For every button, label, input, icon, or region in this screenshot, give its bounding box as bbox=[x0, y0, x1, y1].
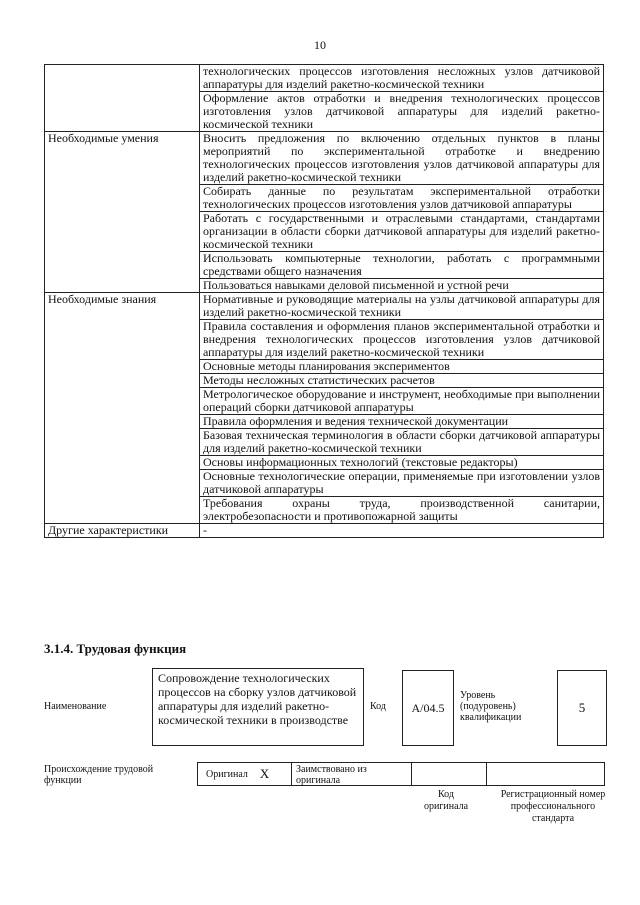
item-cell: Методы несложных статистических расчетов bbox=[200, 374, 604, 388]
item-cell: Метрологическое оборудование и инструмент, необходимые при выполнении операций сборки датчиковой аппаратуры bbox=[200, 388, 604, 415]
item-cell: Нормативные и руководящие материалы на узлы датчиковой аппаратуры для изделий ракетно-космической техники bbox=[200, 293, 604, 320]
table-row bbox=[45, 524, 604, 538]
table-row bbox=[45, 293, 604, 320]
code-original-cell bbox=[412, 762, 487, 786]
category-cell bbox=[45, 65, 200, 132]
item-cell: Работать с государственными и отраслевыми стандартами, стандартами организации в области сборки датчиковой аппаратуры для изделий ракетно-космической техники bbox=[200, 212, 604, 252]
category-cell: Необходимые знания bbox=[45, 293, 200, 524]
table-row bbox=[45, 132, 604, 185]
item-cell: - bbox=[200, 524, 604, 538]
category-cell: Другие характеристики bbox=[45, 524, 200, 538]
item-cell: Основные методы планирования экспериментов bbox=[200, 360, 604, 374]
item-cell: Вносить предложения по включению отдельных пунктов в планы мероприятий по экспериментальной отработке и внедрению технологических процессов изготовления узлов датчиковой аппаратуры для изделий ракетно-космической техники bbox=[200, 132, 604, 185]
item-cell: Требования охраны труда, производственной санитарии, электробезопасности и противопожарной защиты bbox=[200, 497, 604, 524]
level-value-box: 5 bbox=[557, 670, 607, 746]
item-cell: Правила составления и оформления планов экспериментальной отработки и внедрения технологических процессов изготовления узлов датчиковой аппаратуры для изделий ракетно-космической техники bbox=[200, 320, 604, 360]
item-cell: Пользоваться навыками деловой письменной и устной речи bbox=[200, 279, 604, 293]
level-label: Уровень (подуровень) квалификации bbox=[460, 690, 522, 723]
table-row bbox=[45, 65, 604, 92]
item-cell: Собирать данные по результатам экспериментальной отработки технологических процессов изготовления узлов датчиковой аппаратуры bbox=[200, 185, 604, 212]
code-value-box: A/04.5 bbox=[402, 670, 454, 746]
category-cell: Необходимые умения bbox=[45, 132, 200, 293]
item-cell: Правила оформления и ведения технической документации bbox=[200, 415, 604, 429]
original-label: Оригинал bbox=[206, 768, 248, 780]
page-number: 10 bbox=[314, 38, 326, 52]
requirements-table bbox=[44, 64, 604, 538]
reg-number-label: Регистрационный номер профессионального стандарта bbox=[500, 789, 606, 824]
reg-number-cell bbox=[487, 762, 605, 786]
origin-row bbox=[197, 762, 605, 786]
item-cell: Основы информационных технологий (текстовые редакторы) bbox=[200, 456, 604, 470]
name-label: Наименование bbox=[44, 701, 107, 712]
code-original-label: Код оригинала bbox=[423, 789, 469, 812]
item-cell: Оформление актов отработки и внедрения технологических процессов изготовления узлов датчиковой аппаратуры для изделий ракетно-космической техники bbox=[200, 92, 604, 132]
section-title: 3.1.4. Трудовая функция bbox=[44, 641, 187, 656]
original-cell bbox=[197, 762, 292, 786]
item-cell: технологических процессов изготовления несложных узлов датчиковой аппаратуры для изделий ракетно-космической техники bbox=[200, 65, 604, 92]
item-cell: Использовать компьютерные технологии, работать с программными средствами общего назначения bbox=[200, 252, 604, 279]
borrowed-cell: Заимствовано из оригинала bbox=[292, 762, 412, 786]
origin-label: Происхождение трудовой функции bbox=[44, 764, 154, 786]
function-name-box: Сопровождение технологических процессов на сборку узлов датчиковой аппаратуры для изделий ракетно-космической техники в производстве bbox=[152, 668, 364, 746]
item-cell: Базовая техническая терминология в области сборки датчиковой аппаратуры для изделий ракетно-космической техники bbox=[200, 429, 604, 456]
code-label: Код bbox=[370, 701, 386, 712]
item-cell: Основные технологические операции, применяемые при изготовлении узлов датчиковой аппаратуры bbox=[200, 470, 604, 497]
original-mark: X bbox=[259, 766, 270, 781]
